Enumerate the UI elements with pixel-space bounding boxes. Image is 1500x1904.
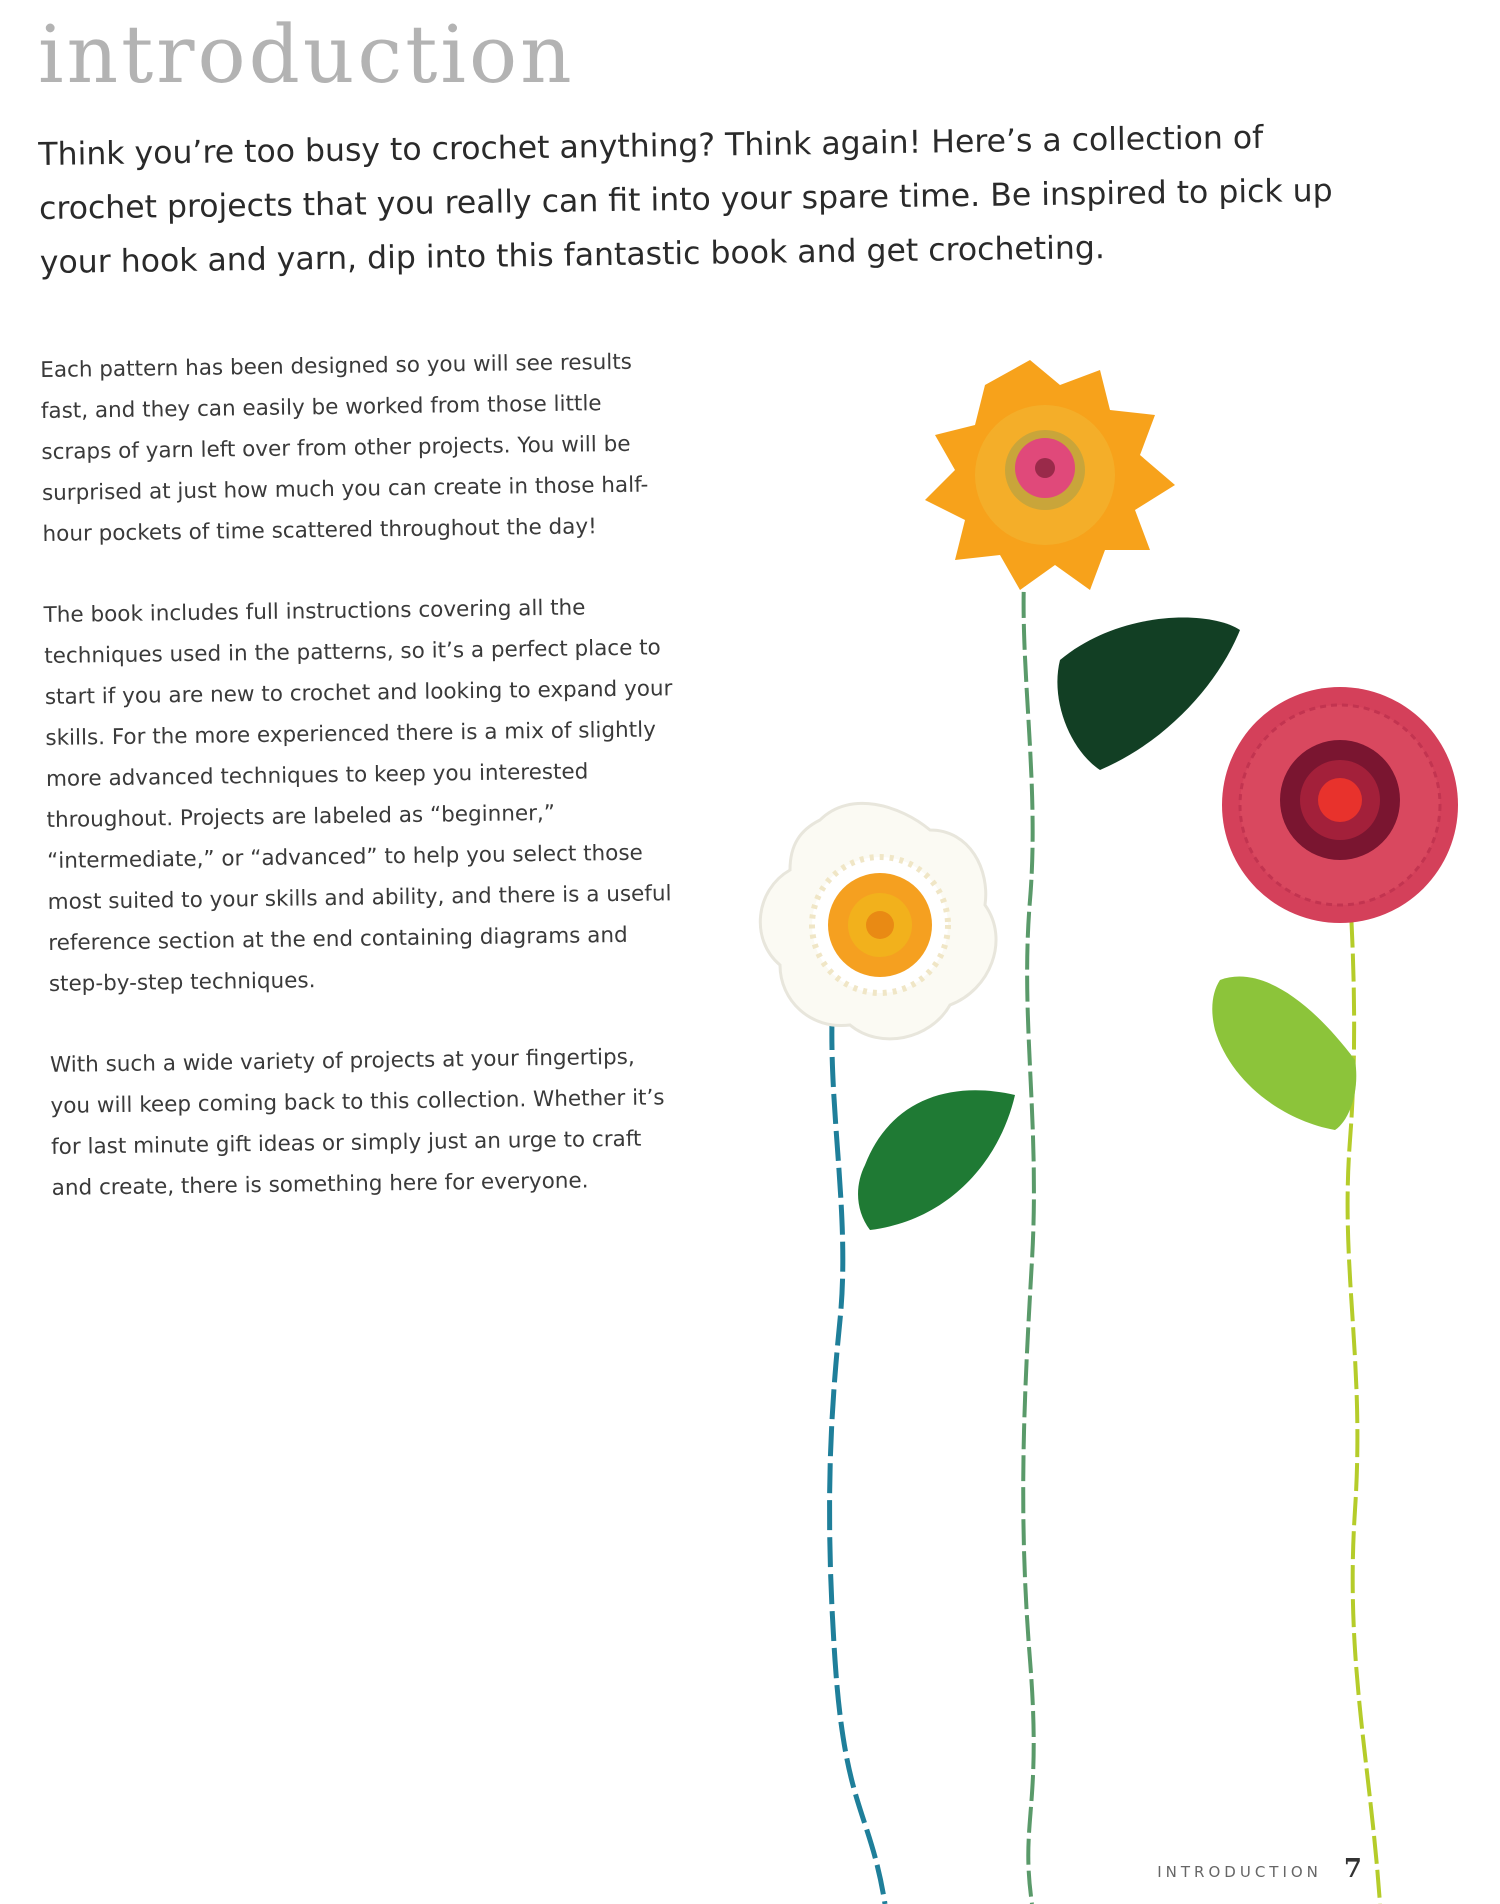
page-footer bbox=[1157, 1854, 1362, 1884]
running-head: INTRODUCTION bbox=[1157, 1863, 1322, 1881]
leaf-mid-green bbox=[858, 1090, 1015, 1230]
body-text bbox=[40, 341, 682, 1249]
crochet-flowers-illustration bbox=[700, 360, 1500, 1904]
leaf-light-green bbox=[1212, 977, 1356, 1130]
stem-pink-flower bbox=[1340, 750, 1380, 1904]
intro-lede: Think you’re too busy to crochet anything? Think again! Here’s a collection of crochet projects that you really can fit into your spare time. Be inspired to pick up your hook and yarn, dip into this fantastic book and get crocheting. bbox=[38, 119, 1333, 281]
leaf-dark-green bbox=[1057, 618, 1240, 770]
page-number: 7 bbox=[1343, 1854, 1362, 1884]
page-title: introduction bbox=[38, 8, 575, 101]
pink-crochet-flower bbox=[1222, 687, 1458, 923]
paragraph-2: The book includes full instructions covering all the techniques used in the patterns, so it’s a perfect place to start if you are new to crochet and looking to expand your skills. For the more experienced there is a mix of slightly more advanced techniques to keep you interested throughout. Projects are labeled as “beginner,” “intermediate,” or “advanced” to help you select those most suited to your skills and ability, and there is a useful reference section at the end containing diagrams and step-by-step techniques. bbox=[43, 595, 673, 997]
stem-orange-flower bbox=[1023, 560, 1034, 1904]
orange-crochet-flower bbox=[925, 360, 1175, 590]
white-crochet-flower bbox=[760, 803, 996, 1039]
paragraph-1: Each pattern has been designed so you will see results fast, and they can easily be worked from those little scraps of yarn left over from other projects. You will be surprised at just how much you can create in those half-hour pockets of time scattered throughout the day! bbox=[40, 349, 649, 547]
paragraph-3: With such a wide variety of projects at your fingertips, you will keep coming back to this collection. Whether it’s for last minute gift ideas or simply just an urge to craft and create, there is something here for everyone. bbox=[49, 1044, 665, 1201]
